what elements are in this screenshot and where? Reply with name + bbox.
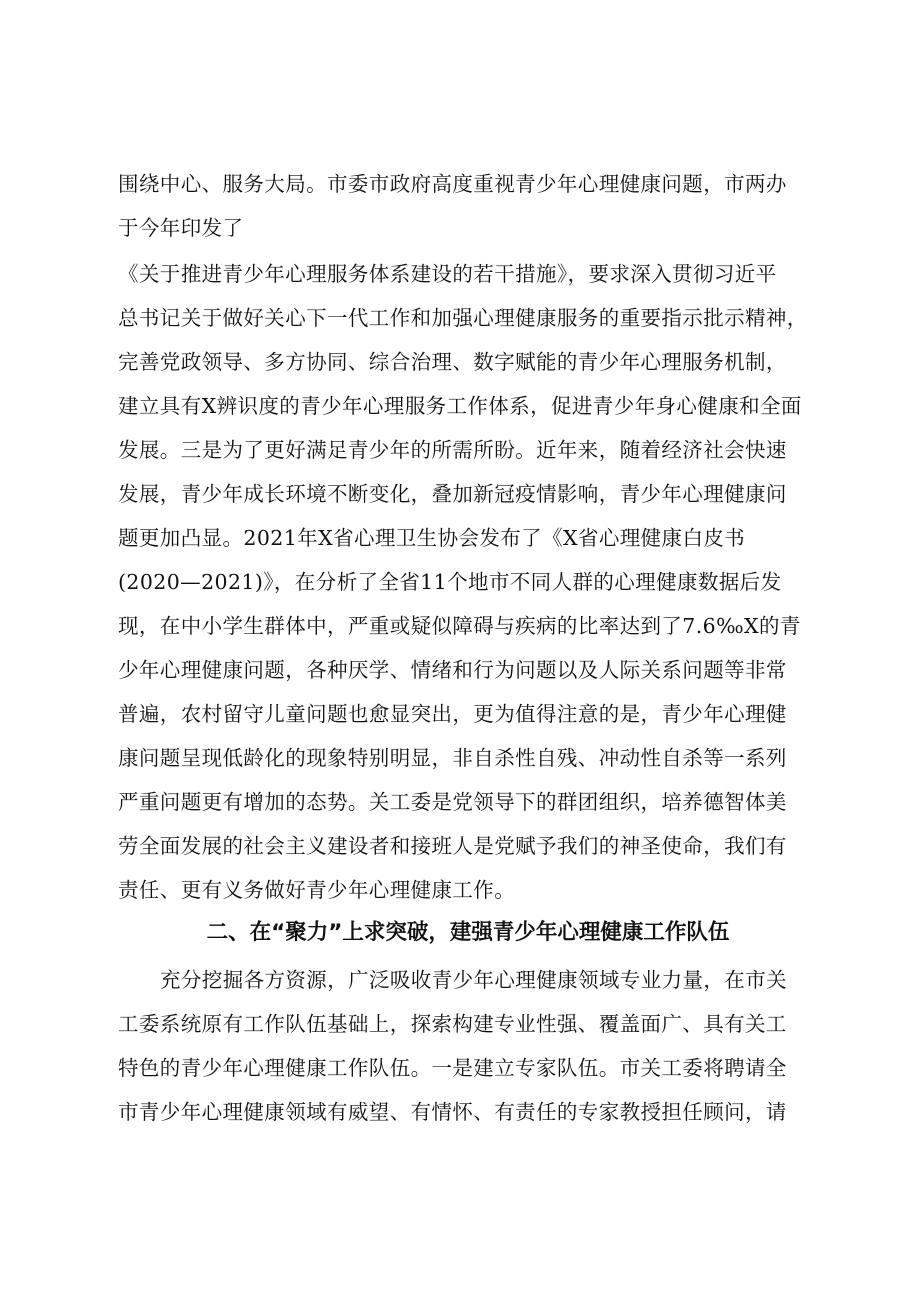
- paragraph-line: 康问题呈现低龄化的现象特别明显，非自杀性自残、冲动性自杀等一系列: [118, 746, 787, 770]
- paragraph-line: 特色的青少年心理健康工作队伍。一是建立专家队伍。市关工委将聘请全: [118, 1056, 787, 1080]
- paragraph-line: 现，在中小学生群体中，严重或疑似障碍与疾病的比率达到了7.6‰X的青: [118, 614, 801, 638]
- paragraph-line: 劳全面发展的社会主义建设者和接班人是党赋予我们的神圣使命，我们有: [118, 834, 787, 858]
- paragraph-line: 发展。三是为了更好满足青少年的所需所盼。近年来，随着经济社会快速: [118, 438, 787, 462]
- paragraph-line: 发展，青少年成长环境不断变化，叠加新冠疫情影响，青少年心理健康问: [118, 482, 787, 506]
- paragraph-line: 责任、更有义务做好青少年心理健康工作。: [118, 878, 516, 902]
- paragraph-line: 围绕中心、服务大局。市委市政府高度重视青少年心理健康问题，市两办: [118, 172, 787, 196]
- paragraph-line: 《关于推进青少年心理服务体系建设的若干措施》，要求深入贯彻习近平: [118, 262, 777, 286]
- paragraph-line: 总书记关于做好关心下一代工作和加强心理健康服务的重要指示批示精神，: [118, 306, 808, 330]
- paragraph-line: 充分挖掘各方资源，广泛吸收青少年心理健康领域专业力量，在市关: [160, 968, 787, 992]
- section-heading: 二、在“聚力”上求突破，建强青少年心理健康工作队伍: [206, 920, 730, 945]
- paragraph-line: 题更加凸显。2021年X省心理卫生协会发布了《X省心理健康白皮书: [118, 526, 746, 550]
- paragraph-line: (2020—2021)》，在分析了全省11个地市不同人群的心理健康数据后发: [118, 570, 782, 594]
- paragraph-line: 严重问题更有增加的态势。关工委是党领导下的群团组织，培养德智体美: [118, 790, 787, 814]
- paragraph-line: 建立具有X辨识度的青少年心理服务工作体系，促进青少年身心健康和全面: [118, 394, 802, 418]
- paragraph-line: 市青少年心理健康领域有威望、有情怀、有责任的专家教授担任顾问，请: [118, 1100, 787, 1124]
- paragraph-line: 普遍，农村留守儿童问题也愈显突出，更为值得注意的是，青少年心理健: [118, 702, 787, 726]
- paragraph-line: 少年心理健康问题，各种厌学、情绪和行为问题以及人际关系问题等非常: [118, 658, 787, 682]
- paragraph-line: 工委系统原有工作队伍基础上，探索构建专业性强、覆盖面广、具有关工: [118, 1012, 787, 1036]
- paragraph-line: 于今年印发了: [118, 216, 244, 240]
- paragraph-line: 完善党政领导、多方协同、综合治理、数字赋能的青少年心理服务机制，: [118, 350, 787, 374]
